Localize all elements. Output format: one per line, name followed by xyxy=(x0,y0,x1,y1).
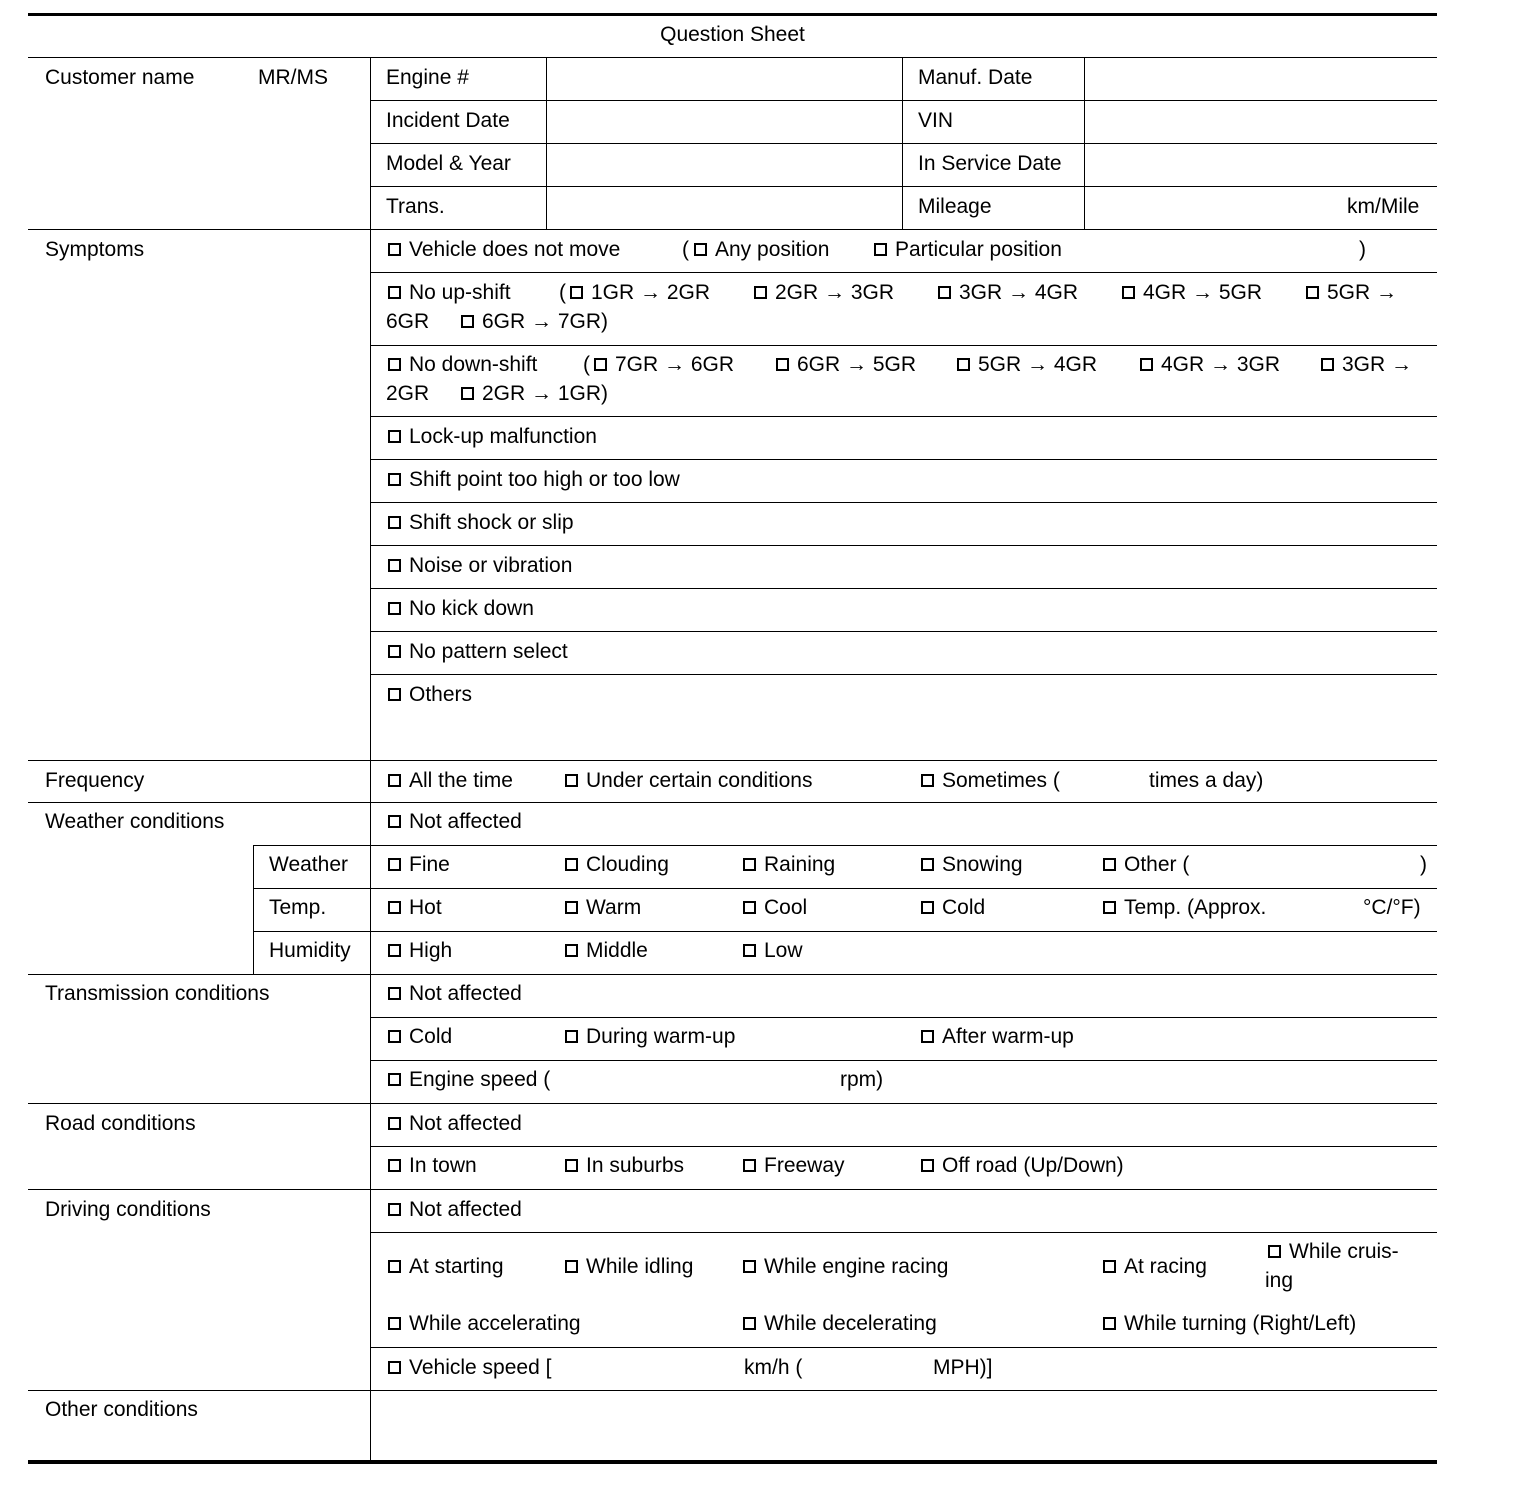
col-divider xyxy=(902,57,903,229)
rule xyxy=(370,345,1437,346)
checkbox-icon xyxy=(743,1159,756,1172)
rule xyxy=(370,545,1437,546)
checkbox-down-2-1[interactable]: 2GR → 1GR) xyxy=(461,379,608,408)
checkbox-icon xyxy=(921,858,934,871)
checkbox-others[interactable]: Others xyxy=(388,680,472,709)
col-divider xyxy=(253,845,254,974)
rule xyxy=(370,1146,1437,1147)
checkbox-icon xyxy=(1140,358,1153,371)
checkbox-icon xyxy=(1268,1245,1281,1258)
checkbox-temp-cold[interactable]: Cold xyxy=(921,893,985,922)
rule xyxy=(28,1103,1437,1104)
checkbox-icon xyxy=(1122,286,1135,299)
times-a-day: times a day) xyxy=(1149,769,1264,792)
weather-label: Weather xyxy=(269,853,348,876)
checkbox-while-cruising[interactable]: While cruis- xyxy=(1268,1237,1399,1266)
checkbox-icon xyxy=(743,1317,756,1330)
paren-close: ) xyxy=(1359,238,1366,261)
driving-label: Driving conditions xyxy=(45,1198,211,1221)
rpm-unit: rpm) xyxy=(840,1068,884,1091)
checkbox-icon xyxy=(388,602,401,615)
col-divider xyxy=(370,57,371,1461)
weather-conditions-label: Weather conditions xyxy=(45,810,225,833)
checkbox-icon xyxy=(388,1159,401,1172)
paren-open: ( xyxy=(583,353,590,376)
checkbox-temp-approx[interactable]: Temp. (Approx. xyxy=(1103,893,1266,922)
checkbox-icon xyxy=(570,286,583,299)
checkbox-no-downshift[interactable]: No down-shift xyxy=(388,350,537,379)
checkbox-engine-racing[interactable]: While engine racing xyxy=(743,1252,948,1281)
checkbox-off-road[interactable]: Off road (Up/Down) xyxy=(921,1151,1124,1180)
checkbox-icon xyxy=(743,901,756,914)
model-year-label: Model & Year xyxy=(386,152,511,175)
col-divider xyxy=(546,57,547,229)
checkbox-icon xyxy=(461,387,474,400)
checkbox-while-accelerating[interactable]: While accelerating xyxy=(388,1309,581,1338)
checkbox-no-kickdown[interactable]: No kick down xyxy=(388,594,534,623)
checkbox-down-3-2[interactable]: 3GR → xyxy=(1321,350,1412,379)
checkbox-icon xyxy=(388,286,401,299)
checkbox-icon xyxy=(776,358,789,371)
rule xyxy=(370,631,1437,632)
trans-label: Trans. xyxy=(386,195,445,218)
checkbox-icon xyxy=(1306,286,1319,299)
up-6gr-wrap: 6GR xyxy=(386,310,430,333)
paren-open: ( xyxy=(559,281,566,304)
checkbox-trans-not-affected[interactable]: Not affected xyxy=(388,979,522,1008)
checkbox-icon xyxy=(565,901,578,914)
manuf-date-label: Manuf. Date xyxy=(918,66,1033,89)
rule-top xyxy=(28,13,1437,16)
vin-label: VIN xyxy=(918,109,954,132)
temp-unit: °C/°F) xyxy=(1363,896,1421,919)
road-label: Road conditions xyxy=(45,1112,196,1135)
rule xyxy=(370,272,1437,273)
checkbox-icon xyxy=(388,858,401,871)
checkbox-icon xyxy=(388,1317,401,1330)
checkbox-icon xyxy=(388,1260,401,1273)
checkbox-middle[interactable]: Middle xyxy=(565,936,648,965)
checkbox-icon xyxy=(1321,358,1334,371)
checkbox-down-4-3[interactable]: 4GR → 3GR xyxy=(1140,350,1280,379)
checkbox-shift-point[interactable]: Shift point too high or too low xyxy=(388,465,680,494)
checkbox-icon xyxy=(754,286,767,299)
checkbox-icon xyxy=(388,559,401,572)
symptoms-label: Symptoms xyxy=(45,238,145,261)
checkbox-during-warmup[interactable]: During warm-up xyxy=(565,1022,735,1051)
checkbox-certain-conditions[interactable]: Under certain conditions xyxy=(565,766,812,795)
rule xyxy=(28,1390,1437,1391)
customer-suffix: MR/MS xyxy=(258,66,328,89)
checkbox-while-turning[interactable]: While turning (Right/Left) xyxy=(1103,1309,1356,1338)
checkbox-icon xyxy=(388,1203,401,1216)
engine-label: Engine # xyxy=(386,66,469,89)
checkbox-weather-not-affected[interactable]: Not affected xyxy=(388,807,522,836)
checkbox-down-7-6[interactable]: 7GR → 6GR xyxy=(594,350,734,379)
checkbox-icon xyxy=(388,243,401,256)
checkbox-snowing[interactable]: Snowing xyxy=(921,850,1023,879)
paren-open: ( xyxy=(682,238,689,261)
rule xyxy=(370,459,1437,460)
checkbox-engine-speed[interactable]: Engine speed ( xyxy=(388,1065,550,1094)
checkbox-raining[interactable]: Raining xyxy=(743,850,835,879)
customer-name-label: Customer name xyxy=(45,66,195,89)
checkbox-while-decelerating[interactable]: While decelerating xyxy=(743,1309,937,1338)
checkbox-icon xyxy=(1103,1260,1116,1273)
checkbox-at-starting[interactable]: At starting xyxy=(388,1252,504,1281)
mileage-unit: km/Mile xyxy=(1347,195,1420,218)
cruising-wrap: ing xyxy=(1265,1269,1294,1292)
checkbox-in-suburbs[interactable]: In suburbs xyxy=(565,1151,684,1180)
checkbox-in-town[interactable]: In town xyxy=(388,1151,477,1180)
checkbox-icon xyxy=(743,1260,756,1273)
checkbox-icon xyxy=(388,987,401,1000)
rule xyxy=(253,931,1437,932)
rule xyxy=(370,1232,1437,1233)
incident-date-label: Incident Date xyxy=(386,109,510,132)
sheet-title: Question Sheet xyxy=(660,23,805,46)
mph-unit: MPH)] xyxy=(933,1356,993,1379)
checkbox-icon xyxy=(874,243,887,256)
checkbox-icon xyxy=(565,1030,578,1043)
kmh-unit: km/h ( xyxy=(744,1356,803,1379)
rule xyxy=(253,888,1437,889)
checkbox-trans-cold[interactable]: Cold xyxy=(388,1022,452,1051)
down-2gr-wrap: 2GR xyxy=(386,382,430,405)
checkbox-icon xyxy=(388,645,401,658)
checkbox-icon xyxy=(921,901,934,914)
checkbox-fine[interactable]: Fine xyxy=(388,850,450,879)
rule xyxy=(370,502,1437,503)
checkbox-icon xyxy=(388,1073,401,1086)
checkbox-icon xyxy=(565,944,578,957)
checkbox-vehicle-not-move[interactable]: Vehicle does not move xyxy=(388,235,620,264)
rule xyxy=(370,143,1437,144)
checkbox-high[interactable]: High xyxy=(388,936,452,965)
paren-close: ) xyxy=(1420,853,1427,876)
checkbox-driving-not-affected[interactable]: Not affected xyxy=(388,1195,522,1224)
checkbox-noise[interactable]: Noise or vibration xyxy=(388,551,572,580)
checkbox-up-2-3[interactable]: 2GR → 3GR xyxy=(754,278,894,307)
other-conditions-label: Other conditions xyxy=(45,1398,198,1421)
checkbox-icon xyxy=(1103,858,1116,871)
checkbox-icon xyxy=(921,1030,934,1043)
checkbox-up-4-5[interactable]: 4GR → 5GR xyxy=(1122,278,1262,307)
checkbox-icon xyxy=(388,815,401,828)
rule-bottom xyxy=(28,1460,1437,1464)
checkbox-while-idling[interactable]: While idling xyxy=(565,1252,693,1281)
rule xyxy=(370,1017,1437,1018)
rule xyxy=(28,57,1437,58)
checkbox-icon xyxy=(388,774,401,787)
rule xyxy=(28,802,1437,803)
checkbox-shift-shock[interactable]: Shift shock or slip xyxy=(388,508,574,537)
rule xyxy=(370,1060,1437,1061)
checkbox-at-racing[interactable]: At racing xyxy=(1103,1252,1207,1281)
checkbox-no-pattern[interactable]: No pattern select xyxy=(388,637,568,666)
humidity-label: Humidity xyxy=(269,939,351,962)
rule xyxy=(28,760,1437,761)
frequency-label: Frequency xyxy=(45,769,145,792)
checkbox-up-1-2[interactable]: 1GR → 2GR xyxy=(570,278,710,307)
checkbox-icon xyxy=(565,774,578,787)
checkbox-up-3-4[interactable]: 3GR → 4GR xyxy=(938,278,1078,307)
checkbox-no-upshift[interactable]: No up-shift xyxy=(388,278,511,307)
checkbox-icon xyxy=(921,774,934,787)
rule xyxy=(28,974,1437,975)
checkbox-any-position[interactable]: Any position xyxy=(694,235,829,264)
checkbox-icon xyxy=(565,1260,578,1273)
checkbox-up-5-6[interactable]: 5GR → xyxy=(1306,278,1397,307)
checkbox-after-warmup[interactable]: After warm-up xyxy=(921,1022,1074,1051)
checkbox-icon xyxy=(388,358,401,371)
checkbox-icon xyxy=(388,516,401,529)
checkbox-particular-position[interactable]: Particular position xyxy=(874,235,1062,264)
col-divider xyxy=(1084,57,1085,229)
checkbox-icon xyxy=(565,1159,578,1172)
checkbox-icon xyxy=(388,944,401,957)
checkbox-icon xyxy=(388,901,401,914)
checkbox-icon xyxy=(743,858,756,871)
checkbox-icon xyxy=(594,358,607,371)
checkbox-icon xyxy=(921,1159,934,1172)
checkbox-icon xyxy=(388,473,401,486)
in-service-date-label: In Service Date xyxy=(918,152,1062,175)
checkbox-lockup[interactable]: Lock-up malfunction xyxy=(388,422,597,451)
checkbox-clouding[interactable]: Clouding xyxy=(565,850,669,879)
checkbox-icon xyxy=(1103,901,1116,914)
checkbox-icon xyxy=(938,286,951,299)
checkbox-icon xyxy=(388,1361,401,1374)
checkbox-all-time[interactable]: All the time xyxy=(388,766,513,795)
checkbox-hot[interactable]: Hot xyxy=(388,893,442,922)
checkbox-low[interactable]: Low xyxy=(743,936,803,965)
mileage-label: Mileage xyxy=(918,195,992,218)
checkbox-down-6-5[interactable]: 6GR → 5GR xyxy=(776,350,916,379)
rule xyxy=(28,1189,1437,1190)
checkbox-icon xyxy=(388,688,401,701)
rule xyxy=(253,845,1437,846)
checkbox-freeway[interactable]: Freeway xyxy=(743,1151,845,1180)
rule xyxy=(370,588,1437,589)
checkbox-icon xyxy=(694,243,707,256)
checkbox-cool[interactable]: Cool xyxy=(743,893,807,922)
checkbox-road-not-affected[interactable]: Not affected xyxy=(388,1109,522,1138)
transmission-label: Transmission conditions xyxy=(45,982,270,1005)
checkbox-sometimes[interactable]: Sometimes ( xyxy=(921,766,1060,795)
checkbox-icon xyxy=(743,944,756,957)
checkbox-icon xyxy=(565,858,578,871)
rule xyxy=(28,229,1437,230)
checkbox-icon xyxy=(388,1030,401,1043)
checkbox-up-6-7[interactable]: 6GR → 7GR) xyxy=(461,307,608,336)
checkbox-vehicle-speed[interactable]: Vehicle speed [ xyxy=(388,1353,551,1382)
rule xyxy=(370,1347,1437,1348)
checkbox-icon xyxy=(957,358,970,371)
checkbox-warm[interactable]: Warm xyxy=(565,893,641,922)
checkbox-down-5-4[interactable]: 5GR → 4GR xyxy=(957,350,1097,379)
rule xyxy=(370,416,1437,417)
rule xyxy=(370,186,1437,187)
temp-label: Temp. xyxy=(269,896,327,919)
checkbox-weather-other[interactable]: Other ( xyxy=(1103,850,1189,879)
rule xyxy=(370,100,1437,101)
checkbox-icon xyxy=(388,430,401,443)
checkbox-icon xyxy=(1103,1317,1116,1330)
checkbox-icon xyxy=(461,315,474,328)
checkbox-icon xyxy=(388,1117,401,1130)
rule xyxy=(370,674,1437,675)
